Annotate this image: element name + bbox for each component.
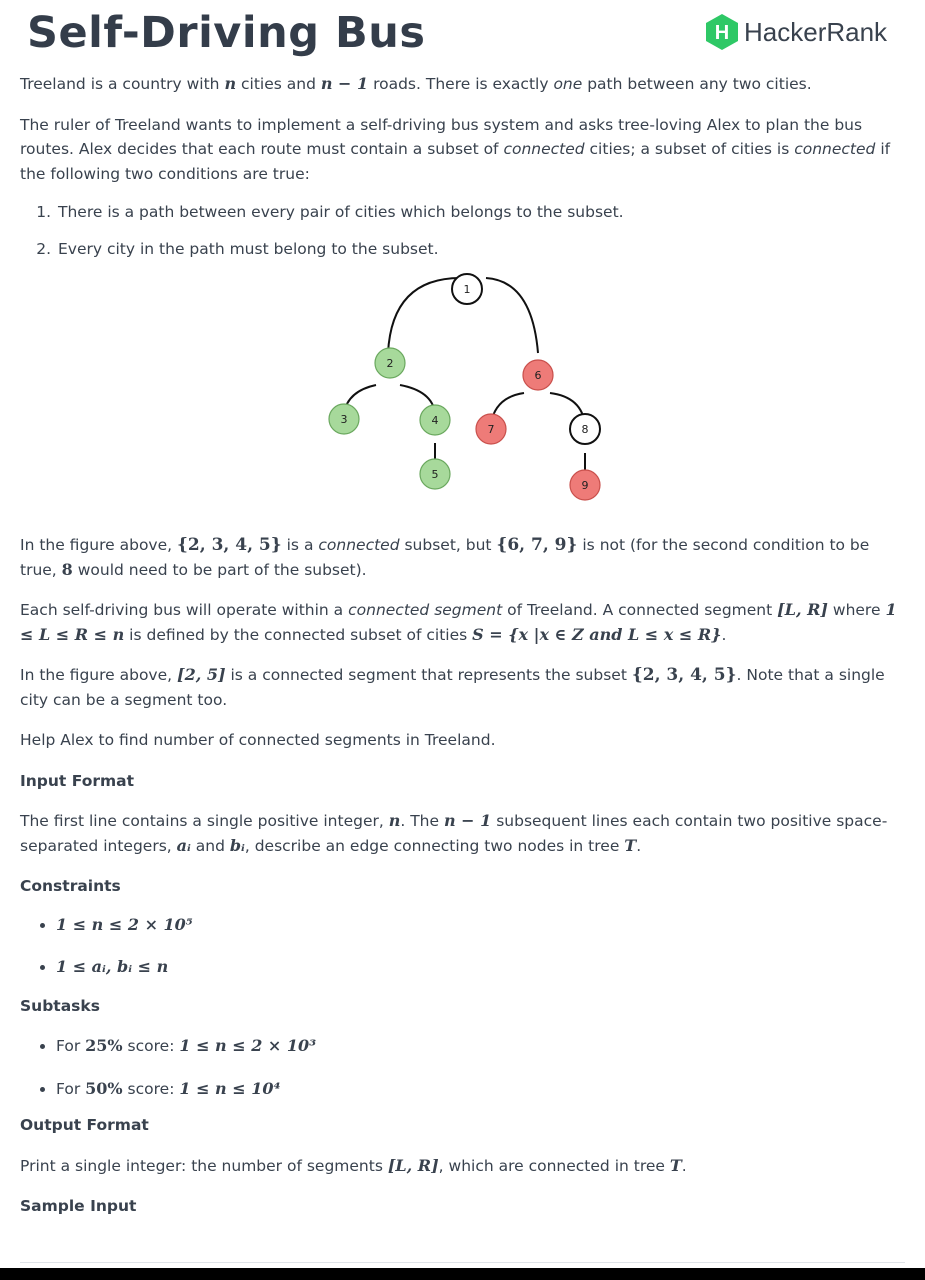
tree-node-label: 5 [431, 468, 439, 481]
hackerrank-brand[interactable] [703, 12, 887, 52]
conditions-list [20, 200, 905, 261]
tree-node-4 [420, 405, 450, 435]
screen-bottom-bar [0, 1268, 925, 1280]
tree-node-5 [420, 459, 450, 489]
tree-node-label: 4 [431, 414, 439, 427]
intro-paragraph: Treeland is a country with n cities and n − 1 roads. There is exactly one path between any two cities. [20, 74, 812, 93]
sample-input-box-edge [20, 1262, 905, 1263]
tree-node-label: 1 [463, 283, 471, 296]
subtasks-list [20, 1034, 905, 1101]
subtasks-heading: Subtasks [20, 996, 100, 1015]
logo-letter: H [714, 22, 730, 44]
tree-node-1 [452, 274, 482, 304]
constraints-heading: Constraints [20, 877, 121, 895]
tree-diagram [20, 273, 905, 523]
tree-node-label: 2 [386, 357, 394, 370]
page-title: Self-Driving Bus [27, 8, 426, 58]
output-format-paragraph: Print a single integer: the number of segments [L, R], which are connected in tree T. [20, 1155, 687, 1175]
tree-figure [20, 273, 905, 523]
task-paragraph: Help Alex to find number of connected segments in Treeland. [20, 731, 496, 749]
tree-node-9 [570, 470, 600, 500]
tree-node-2 [375, 348, 405, 378]
tree-node-3 [329, 404, 359, 434]
figure-note-paragraph: In the figure above, {2, 3, 4, 5} is a connected subset, but {6, 7, 9} is not (for the second condition to be true, 8 would need to be part of the subset). [20, 535, 870, 579]
tree-node-label: 3 [340, 413, 348, 426]
tree-node-6 [523, 360, 553, 390]
tree-node-label: 6 [534, 369, 542, 382]
problem-header [0, 0, 925, 70]
segment-paragraph: Each self-driving bus will operate within a connected segment of Treeland. A connected segment [L, R] where 1 ≤ L ≤ R ≤ n is defined by the connected subset of cities S = {x |x ∈ Z and L ≤ x ≤ R}. [20, 600, 897, 644]
output-format-heading: Output Format [20, 1116, 149, 1134]
ruler-paragraph: The ruler of Treeland wants to implement a self-driving bus system and asks tree-loving Alex to plan the bus routes. Alex decides that each route must contain a subset of connected cities; a subset of cities is connected if the following two conditions are true: [20, 115, 891, 183]
input-format-paragraph: The first line contains a single positive integer, n. The n − 1 subsequent lines each contain two positive space-separated integers, aᵢ and bᵢ, describe an edge connecting two nodes in tree T. [20, 811, 888, 855]
constraint-item: 1 ≤ n ≤ 2 × 10⁵ [56, 913, 905, 938]
sample-input-heading: Sample Input [20, 1197, 137, 1215]
tree-node-8 [570, 414, 600, 444]
hackerrank-logo-icon [703, 13, 741, 51]
edge-1-6 [486, 278, 538, 353]
tree-node-7 [476, 414, 506, 444]
example-paragraph: In the figure above, [2, 5] is a connected segment that represents the subset {2, 3, 4, 5}. Note that a single city can be a segment too. [20, 665, 885, 709]
input-format-heading: Input Format [20, 771, 135, 790]
condition-item: 1. There is a path between every pair of cities which belongs to the subset. [56, 200, 905, 225]
constraints-list [20, 913, 905, 980]
brand-name: HackerRank [744, 16, 888, 47]
problem-statement [20, 72, 905, 1219]
tree-node-label: 8 [581, 423, 589, 436]
subtask-item: For 50% score: 1 ≤ n ≤ 10⁴ [56, 1077, 905, 1102]
constraint-item: 1 ≤ aᵢ, bᵢ ≤ n [56, 955, 905, 980]
tree-node-label: 9 [581, 479, 589, 492]
condition-item: 2. Every city in the path must belong to the subset. [56, 237, 905, 262]
subtask-item: For 25% score: 1 ≤ n ≤ 2 × 10³ [56, 1034, 905, 1059]
tree-node-label: 7 [487, 423, 495, 436]
